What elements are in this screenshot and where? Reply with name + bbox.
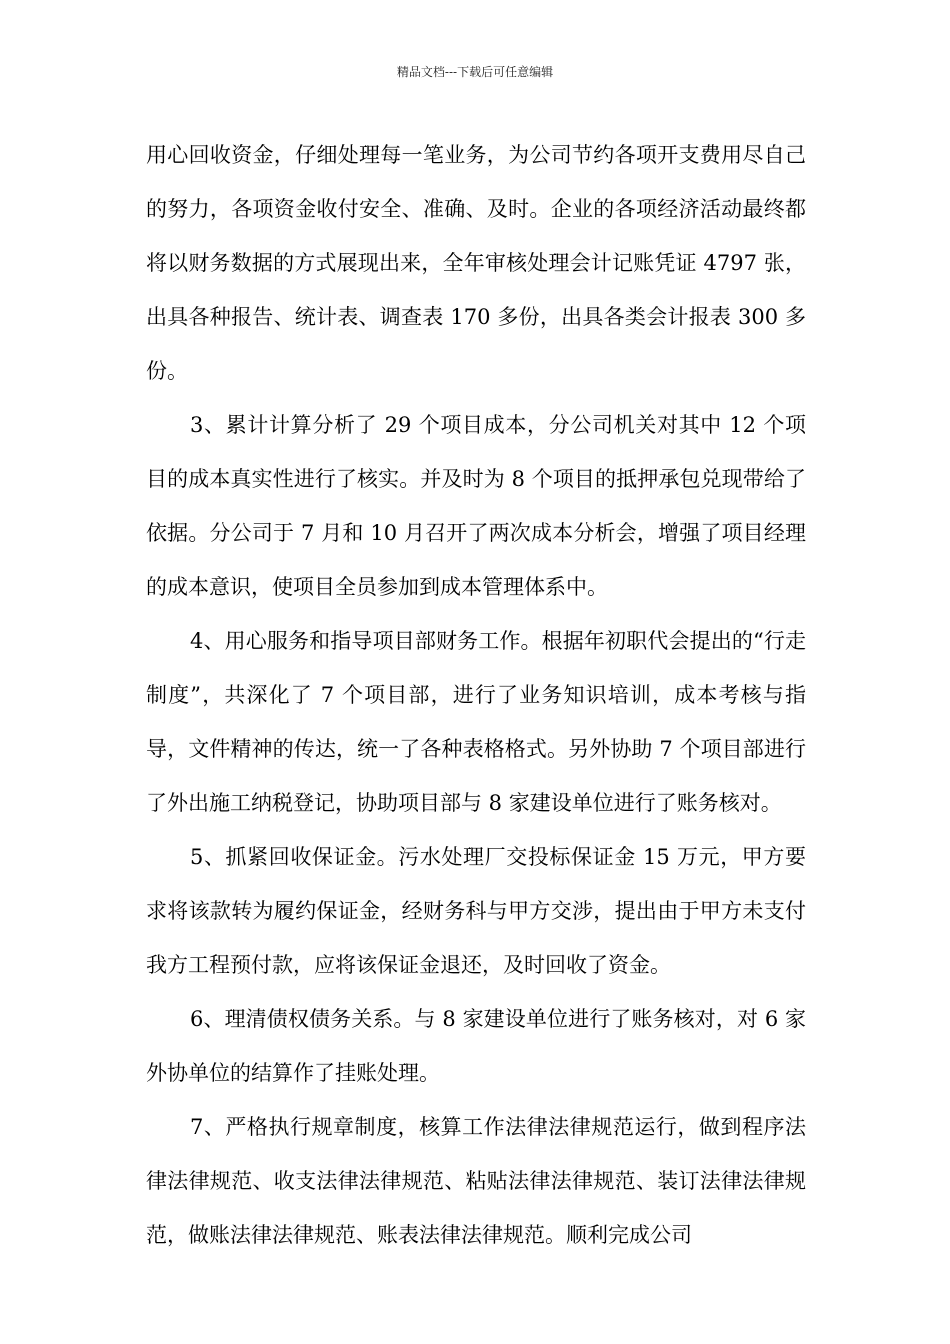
paragraph-item-5: 5、抓紧回收保证金。污水处理厂交投标保证金 15 万元，甲方要求将该款转为履约保证金，经财务科与甲方交涉，提出由于甲方未支付我方工程预付款，应将该保证金退还，及时回收了资金。 [146,845,806,977]
paragraph-item-6: 6、理清债权债务关系。与 8 家建设单位进行了账务核对，对 6 家外协单位的结算作了挂账处理。 [146,1007,807,1085]
document-body [146,128,806,1262]
paragraph-item-4: 4、用心服务和指导项目部财务工作。根据年初职代会提出的“行走制度”，共深化了 7 个项目部，进行了业务知识培训，成本考核与指导，文件精神的传达，统一了各种表格格式。另外协助 7 个项目部进行了外出施工纳税登记，协助项目部与 8 家建设单位进行了账务核对。 [146,629,806,815]
page-header: 精品文档---下载后可任意编辑 [396,65,554,79]
paragraph-item-3: 3、累计计算分析了 29 个项目成本，分公司机关对其中 12 个项目的成本真实性进行了核实。并及时为 8 个项目的抵押承包兑现带给了依据。分公司于 7 月和 10 月召开了两次成本分析会，增强了项目经理的成本意识，使项目全员参加到成本管理体系中。 [146,413,806,599]
paragraph-item-7: 7、严格执行规章制度，核算工作法律法律规范运行，做到程序法律法律规范、收支法律法律规范、粘贴法律法律规范、装订法律法律规范，做账法律法律规范、账表法律法律规范。顺利完成公司 [146,1115,806,1247]
paragraph-continued: 用心回收资金，仔细处理每一笔业务，为公司节约各项开支费用尽自己的努力，各项资金收付安全、准确、及时。企业的各项经济活动最终都将以财务数据的方式展现出来，全年审核处理会计记账凭证 4797 张，出具各种报告、统计表、调查表 170 多份，出具各类会计报表 300 多份。 [146,143,806,383]
